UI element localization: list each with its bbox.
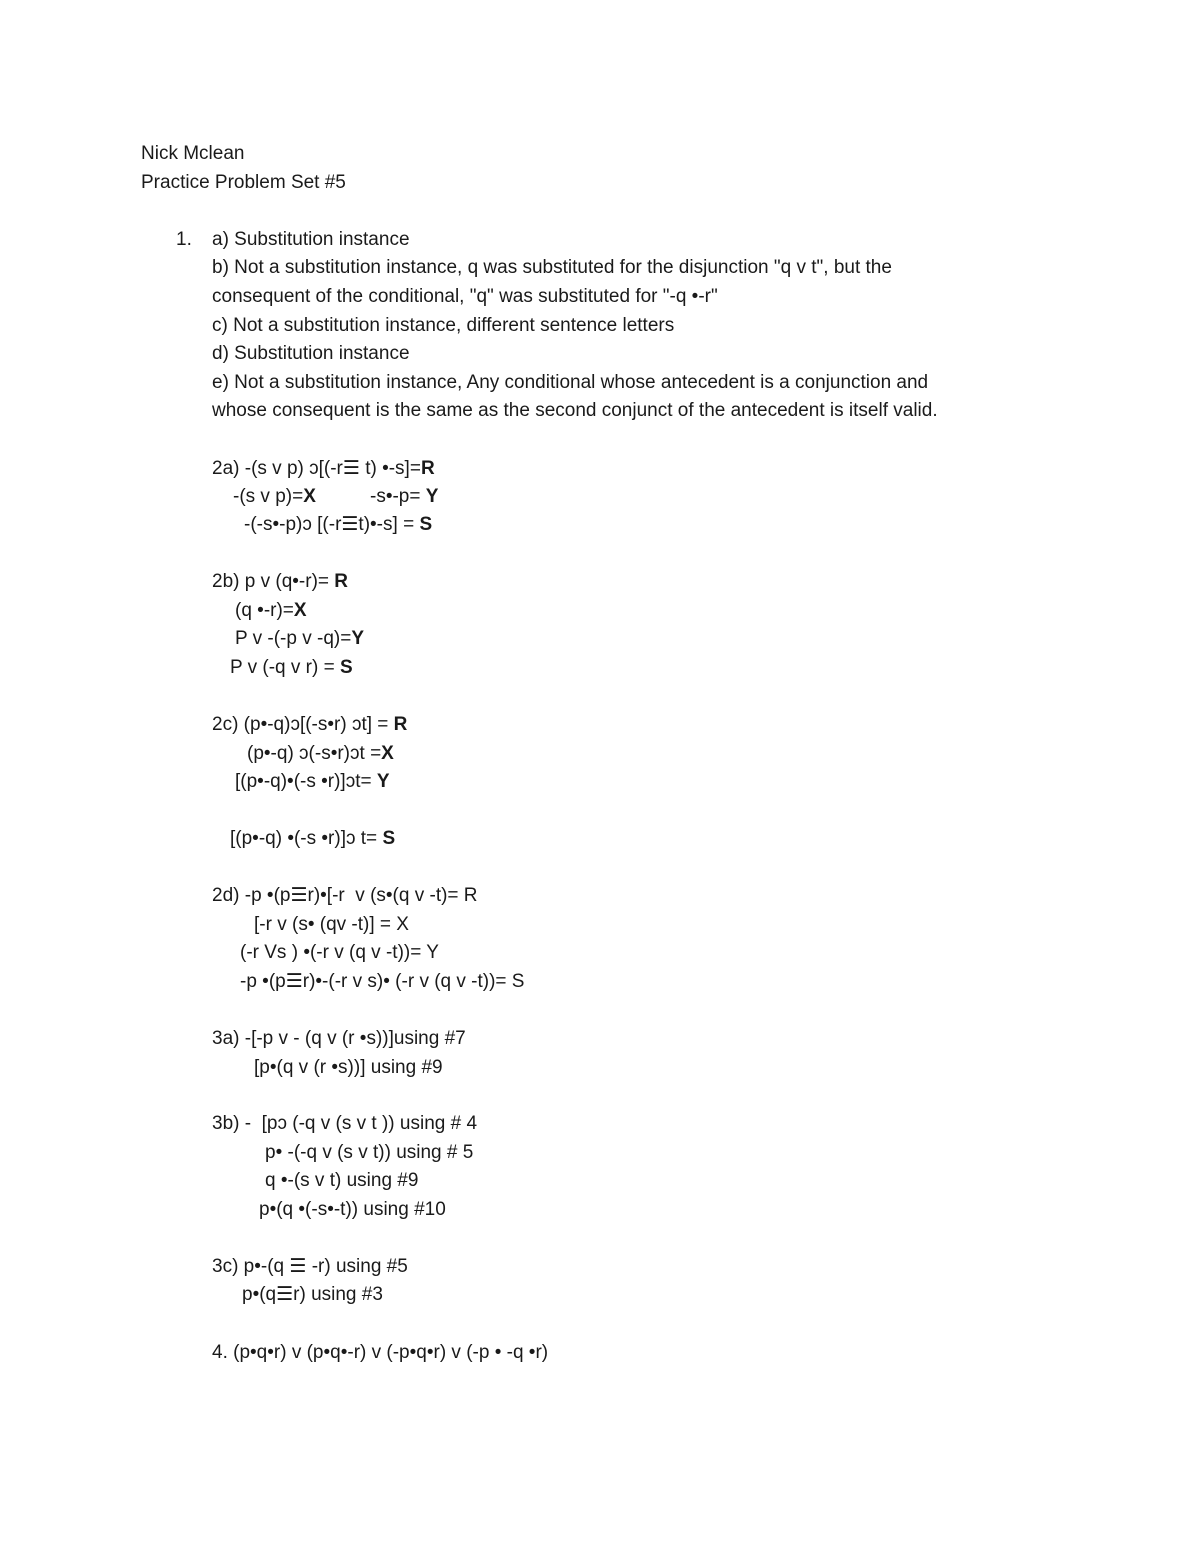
- problem-1b-line1: b) Not a substitution instance, q was substituted for the disjunction "q v t", but the: [212, 257, 892, 278]
- problem-3c-line2: p•(q☰r) using #3: [242, 1284, 383, 1305]
- problem-4-line1: 4. (p•q•r) v (p•q•-r) v (-p•q•r) v (-p • -q •r): [212, 1342, 549, 1363]
- problem-2d-line3: (-r Vs ) •(-r v (q v -t))= Y: [240, 942, 439, 963]
- problem-2c-line3: [(p•-q)•(-s •r)]ɔt= Y: [235, 771, 390, 792]
- problem-2c-line1: 2c) (p•-q)ɔ[(-s•r) ɔt] = R: [212, 714, 408, 735]
- problem-3b-line3: q •-(s v t) using #9: [265, 1170, 419, 1191]
- document-title: Practice Problem Set #5: [141, 172, 346, 193]
- problem-2a-line2-x: -(s v p)=X: [233, 486, 316, 507]
- problem-2a-line2-y: -s•-p= Y: [370, 486, 439, 507]
- problem-3b-line4: p•(q •(-s•-t)) using #10: [259, 1199, 446, 1220]
- problem-1a: a) Substitution instance: [212, 229, 410, 250]
- problem-1b-line2: consequent of the conditional, "q" was substituted for "-q •-r": [212, 286, 718, 307]
- problem-1e-line2: whose consequent is the same as the second conjunct of the antecedent is itself valid.: [212, 400, 938, 421]
- problem-2c-line2: (p•-q) ɔ(-s•r)ɔt =X: [247, 743, 394, 764]
- problem-2c-line4: [(p•-q) •(-s •r)]ɔ t= S: [230, 828, 396, 849]
- problem-2b-line3: P v -(-p v -q)=Y: [235, 628, 364, 649]
- problem-2d-line2: [-r v (s• (qv -t)] = X: [254, 914, 409, 935]
- problem-2d-line1: 2d) -p •(p☰r)•[-r v (s•(q v -t)= R: [212, 885, 478, 906]
- problem-2a-line1: 2a) -(s v p) ɔ[(-r☰ t) •-s]=R: [212, 458, 435, 479]
- problem-2b-line4: P v (-q v r) = S: [230, 657, 353, 678]
- problem-2d-line4: -p •(p☰r)•-(-r v s)• (-r v (q v -t))= S: [240, 971, 525, 992]
- problem-3b-line1: 3b) - [pɔ (-q v (s v t )) using # 4: [212, 1113, 478, 1134]
- problem-2b-line1: 2b) p v (q•-r)= R: [212, 571, 349, 592]
- problem-2b-line2: (q •-r)=X: [235, 600, 307, 621]
- author-name: Nick Mclean: [141, 143, 245, 164]
- problem-3a-line2: [p•(q v (r •s))] using #9: [254, 1057, 443, 1078]
- problem-1e-line1: e) Not a substitution instance, Any conditional whose antecedent is a conjunction and: [212, 372, 929, 393]
- problem-1d: d) Substitution instance: [212, 343, 410, 364]
- problem-3c-line1: 3c) p•-(q ☰ -r) using #5: [212, 1256, 408, 1277]
- problem-1-number: 1.: [176, 229, 192, 250]
- problem-3a-line1: 3a) -[-p v - (q v (r •s))]using #7: [212, 1028, 466, 1049]
- problem-1c: c) Not a substitution instance, different sentence letters: [212, 315, 675, 336]
- problem-3b-line2: p• -(-q v (s v t)) using # 5: [265, 1142, 474, 1163]
- problem-2a-line3: -(-s•-p)ɔ [(-r☰t)•-s] = S: [244, 514, 433, 535]
